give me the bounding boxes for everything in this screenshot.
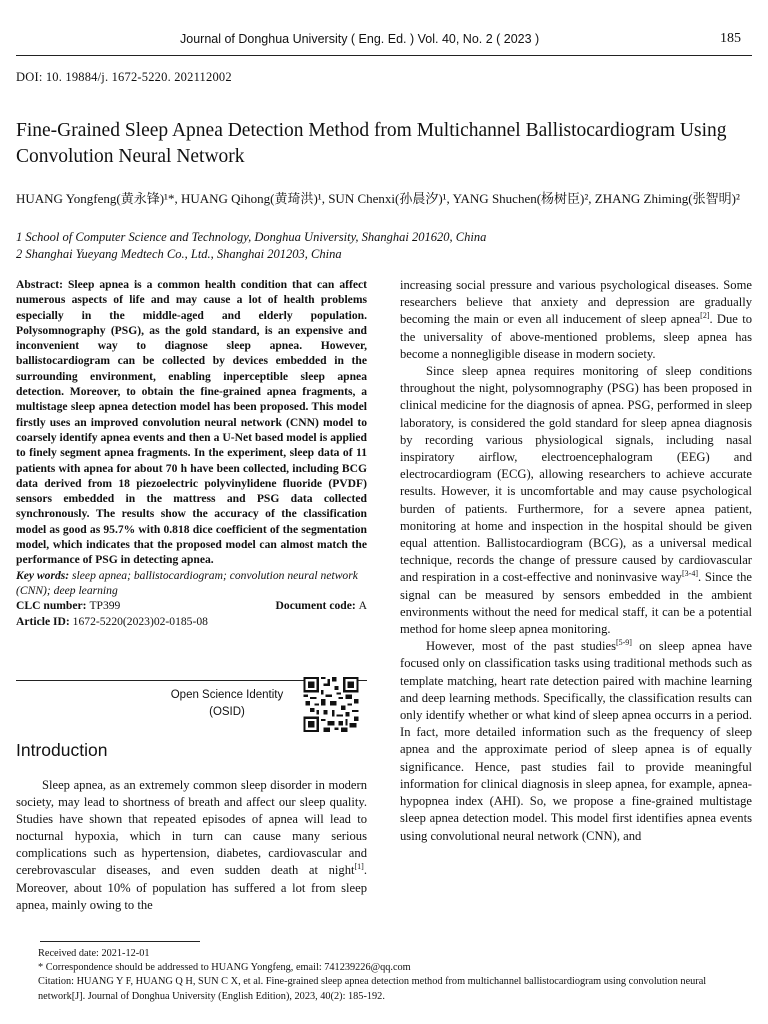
header-rule xyxy=(16,55,752,56)
keywords-text: sleep apnea; ballistocardiogram; convolution neural network (CNN); deep learning xyxy=(16,568,358,597)
citation-ref: [1] xyxy=(354,862,364,872)
paper-title: Fine-Grained Sleep Apnea Detection Method from Multichannel Ballistocardiogram Using Convolution Neural Network xyxy=(16,120,727,167)
journal-running-head: Journal of Donghua University ( Eng. Ed. ) Vol. 40, No. 2 ( 2023 ) xyxy=(180,32,540,46)
intro-paragraph-continued: increasing social pressure and various psychological diseases. Some researchers believe that anxiety and depression are gradually becoming the main or even all inducement of sleep apnea[2]. Due to the universality of above-mentioned problems, sleep apnea has become a nonnegligible disease in modern society. xyxy=(400,278,752,361)
introduction-heading: Introduction xyxy=(16,740,108,760)
qr-code-icon xyxy=(301,677,361,732)
affiliation-1: 1 School of Computer Science and Technology, Donghua University, Shanghai 201620, China xyxy=(16,230,487,244)
right-column xyxy=(400,277,752,845)
footnote-rule xyxy=(40,941,200,942)
osid-label: Open Science Identity (OSID) xyxy=(170,689,284,718)
citation-ref: [3-4] xyxy=(681,569,698,579)
citation-ref: [5-9] xyxy=(615,638,632,648)
clc-number: CLC number: TP399 xyxy=(16,599,121,613)
abstract-column xyxy=(16,277,367,629)
keywords xyxy=(16,568,367,599)
article-id: Article ID: 1672-5220(2023)02-0185-08 xyxy=(16,614,208,628)
correspondence-note: * Correspondence should be addressed to HUANG Yongfeng, email: 741239226@qq.com xyxy=(38,962,411,974)
received-date: Received date: 2021-12-01 xyxy=(38,948,150,959)
affiliations xyxy=(16,229,756,263)
author-list: HUANG Yongfeng(黄永锋)¹*, HUANG Qihong(黄琦洪)¹, SUN Chenxi(孙晨汐)¹, YANG Shuchen(杨树臣)², ZHANG Zhiming(张智明)² xyxy=(16,191,740,206)
footnotes xyxy=(38,947,754,1004)
introduction-paragraph-1: Sleep apnea, as an extremely common sleep disorder in modern society, may lead to shortness of breath and affect our sleep quality. Studies have shown that repeated episodes of apnea will lead to nocturnal hypoxia, which in turn can cause many serious complications such as hypertension, diabetes, cardiovascular and cerebrovascular diseases, and even sudden death at night[1]. Moreover, about 10% of population has suffered a lot from sleep apnea, mainly owing to the xyxy=(16,778,367,912)
doi-line: DOI: 10. 19884/j. 1672-5220. 202112002 xyxy=(16,70,232,84)
classification-line xyxy=(16,598,367,613)
affiliation-2: 2 Shanghai Yueyang Medtech Co., Ltd., Shanghai 201203, China xyxy=(16,247,342,261)
abstract-text: Sleep apnea is a common health condition that can affect numerous aspects of life and may cause a lot of health problems especially in the middle-aged and elderly population. Polysomnography (PSG), as the gold standard, is an expensive and inconvenient way to diagnose sleep apnea. However, ballistocardiogram can be collected by devices embedded in the surrounding environment, enabling inperceptible sleep apnea detection. Moreover, to obtain the fine-grained apnea fragments, a multistage sleep apnea detection model has been proposed. This model firstly uses an improved convolution neural network (CNN) model to coarsely identify apnea events and then a U-Net based model is applied to finely segment apnea fragments. In the experiment, sleep data of 11 patients with apnea for about 70 h have been collected, including BCG data derived from 18 piezoelectric polyvinylidene fluoride (PVDF) sensors embedded in the mattress and PSG data collected synchronously. The results show the accuracy of the classification model as good as 95.7% with 0.818 dice coefficient of the segmentation model, which indicates that the proposed model can almost match the performance of PSG in detecting apnea. xyxy=(16,278,368,567)
page-header xyxy=(0,30,768,52)
intro-paragraph-2: Since sleep apnea requires monitoring of sleep conditions throughout the night, polysomnography (PSG) has been proposed in clinical medicine for the diagnosis of apnea. PSG, performed in sleep laboratory, is considered the gold standard for sleep apnea diagnosis by recording various physiological signals, including nasal inspiratory airflow, electroencephalogram (EEG) and electrocardiogram (ECG), allowing researchers to achieve accurate results. However, it is uncomfortable and may cause psychological burden of patients. Furthermore, for a severe apnea patient, monitoring at home and inspection in the hospital should be given equal attention. Ballistocardiogram (BCG), as a universal medical technique, records the change of pressure caused by cardiovascular and respiration in a cost-effective and noninvasive way[3-4]. Since the signal can be measured by sensors embedded in the ambient environments without the need for medical staff, it can be a potential method for home sleep apnea monitoring. xyxy=(400,364,752,637)
citation-note: Citation: HUANG Y F, HUANG Q H, SUN C X, et al. Fine-grained sleep apnea detection method from multichannel ballistocardiogram using convolution neural network[J]. Journal of Donghua University (English Edition), 2023, 40(2): 185-192. xyxy=(38,976,707,1002)
citation-ref: [2] xyxy=(700,311,710,321)
document-code: Document code: A xyxy=(275,599,367,613)
page-number: 185 xyxy=(720,31,741,46)
keywords-label: Key words: xyxy=(16,568,70,582)
abstract-label: Abstract: xyxy=(16,278,64,291)
intro-paragraph-3: However, most of the past studies[5-9] on sleep apnea have focused only on classification tasks using traditional methods such as template matching, heart rate detection paired with machine learning and deep learning methods. Specifically, the classification results can only identify whether or what kind of sleep apnea occurrs in a period. In fact, more detailed information such as the frequency of sleep apnea and the approximate period of sleep apnea is of equally significance. Hence, past studies fail to provide meaningful information for clinical diagnosis in sleep apnea, for example, apnea-hypopnea index (AHI). So, we propose a fine-grained multistage sleep apnea detection model. This model first identifies apnea events using convolutional neural network (CNN), and xyxy=(400,638,752,843)
abstract xyxy=(16,277,367,568)
